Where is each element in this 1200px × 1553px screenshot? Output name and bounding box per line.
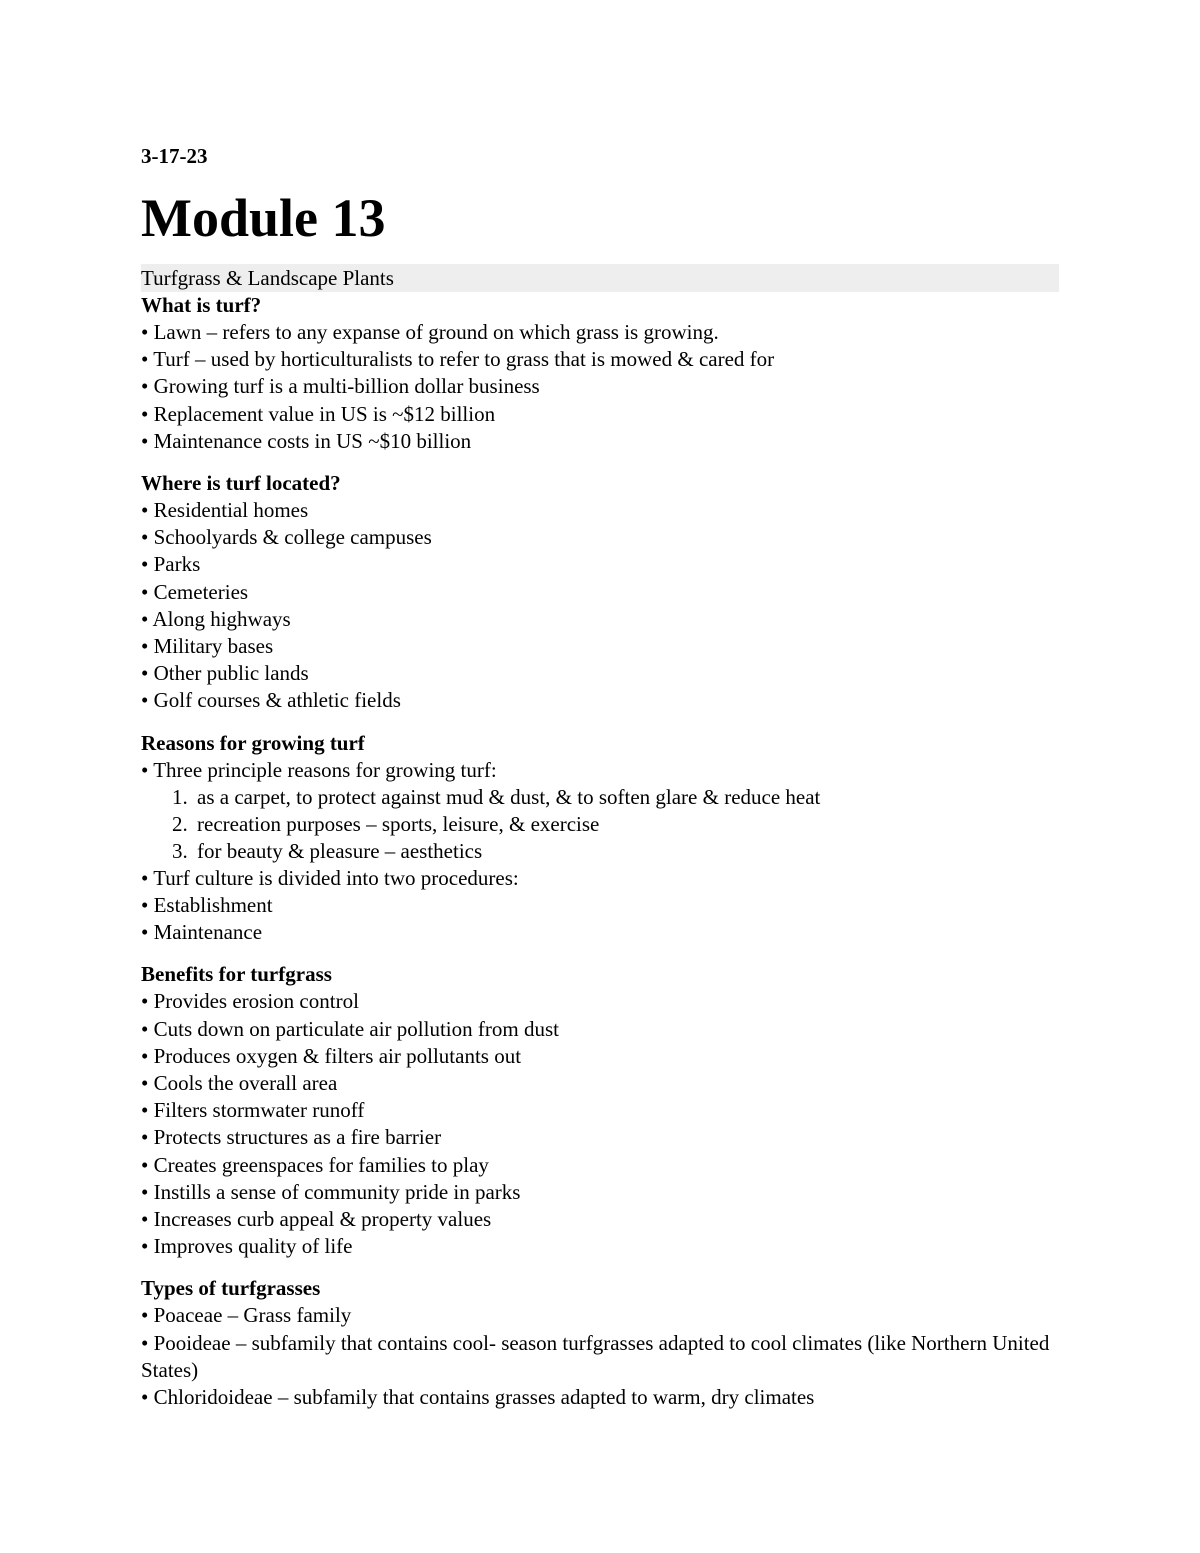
section-types-of-turfgrasses xyxy=(141,1275,1061,1411)
list-item: • Creates greenspaces for families to play xyxy=(141,1152,489,1177)
list-item: • Schoolyards & college campuses xyxy=(141,525,432,550)
list-item: • Parks xyxy=(141,552,201,577)
list-item: • Cools the overall area xyxy=(141,1071,338,1096)
section-what-is-turf xyxy=(141,292,1061,455)
list-item: • Residential homes xyxy=(141,498,309,523)
numbered-item: 1. as a carpet, to protect against mud & dust, & to soften glare & reduce heat xyxy=(193,784,1061,811)
list-item: • Three principle reasons for growing turf: xyxy=(141,757,497,782)
page-title: Module 13 xyxy=(141,188,386,248)
list-item: • Growing turf is a multi-billion dollar business xyxy=(141,374,540,399)
list-item: • Golf courses & athletic fields xyxy=(141,688,401,713)
list-item: • Poaceae – Grass family xyxy=(141,1303,352,1328)
list-item: • Filters stormwater runoff xyxy=(141,1098,365,1123)
list-item: • Increases curb appeal & property values xyxy=(141,1207,492,1232)
list-item: • Along highways xyxy=(141,606,291,631)
note-date: 3-17-23 xyxy=(141,144,208,168)
list-item: • Instills a sense of community pride in parks xyxy=(141,1179,521,1204)
list-item: • Provides erosion control xyxy=(141,989,359,1014)
list-item: • Maintenance xyxy=(141,920,263,945)
section-heading: Benefits for turfgrass xyxy=(141,962,332,987)
list-item: • Lawn – refers to any expanse of ground on which grass is growing. xyxy=(141,320,719,344)
section-heading: Types of turfgrasses xyxy=(141,1276,321,1301)
section-reasons-for-growing-turf xyxy=(141,730,1061,947)
list-item: • Turf – used by horticulturalists to refer to grass that is mowed & cared for xyxy=(141,347,775,372)
section-heading: Reasons for growing turf xyxy=(141,730,365,755)
list-item: • Replacement value in US is ~$12 billion xyxy=(141,401,496,426)
section-heading: Where is turf located? xyxy=(141,471,341,496)
list-item: • Pooideae – subfamily that contains cool- season turfgrasses adapted to cool climates (like Northern United States) xyxy=(141,1330,1050,1382)
list-item: • Establishment xyxy=(141,893,273,918)
list-item: • Other public lands xyxy=(141,661,309,686)
list-item: • Protects structures as a fire barrier xyxy=(141,1125,442,1150)
list-item: • Cuts down on particulate air pollution from dust xyxy=(141,1016,559,1041)
numbered-item: 3. for beauty & pleasure – aesthetics xyxy=(193,838,1061,865)
numbered-item: 2. recreation purposes – sports, leisure, & exercise xyxy=(193,811,1061,838)
section-benefits-for-turfgrass xyxy=(141,961,1061,1260)
list-item: • Maintenance costs in US ~$10 billion xyxy=(141,428,472,453)
list-item: • Chloridoideae – subfamily that contains grasses adapted to warm, dry climates xyxy=(141,1385,815,1410)
document-page xyxy=(141,142,1061,1426)
list-item: • Cemeteries xyxy=(141,579,249,604)
list-item: • Produces oxygen & filters air pollutants out xyxy=(141,1043,522,1068)
list-item: • Turf culture is divided into two procedures: xyxy=(141,865,519,890)
page-subtitle: Turfgrass & Landscape Plants xyxy=(141,264,1059,292)
list-item: • Military bases xyxy=(141,634,274,659)
numbered-list xyxy=(141,784,1061,865)
section-heading: What is turf? xyxy=(141,293,262,317)
list-item: • Improves quality of life xyxy=(141,1234,353,1259)
section-where-is-turf-located xyxy=(141,470,1061,715)
